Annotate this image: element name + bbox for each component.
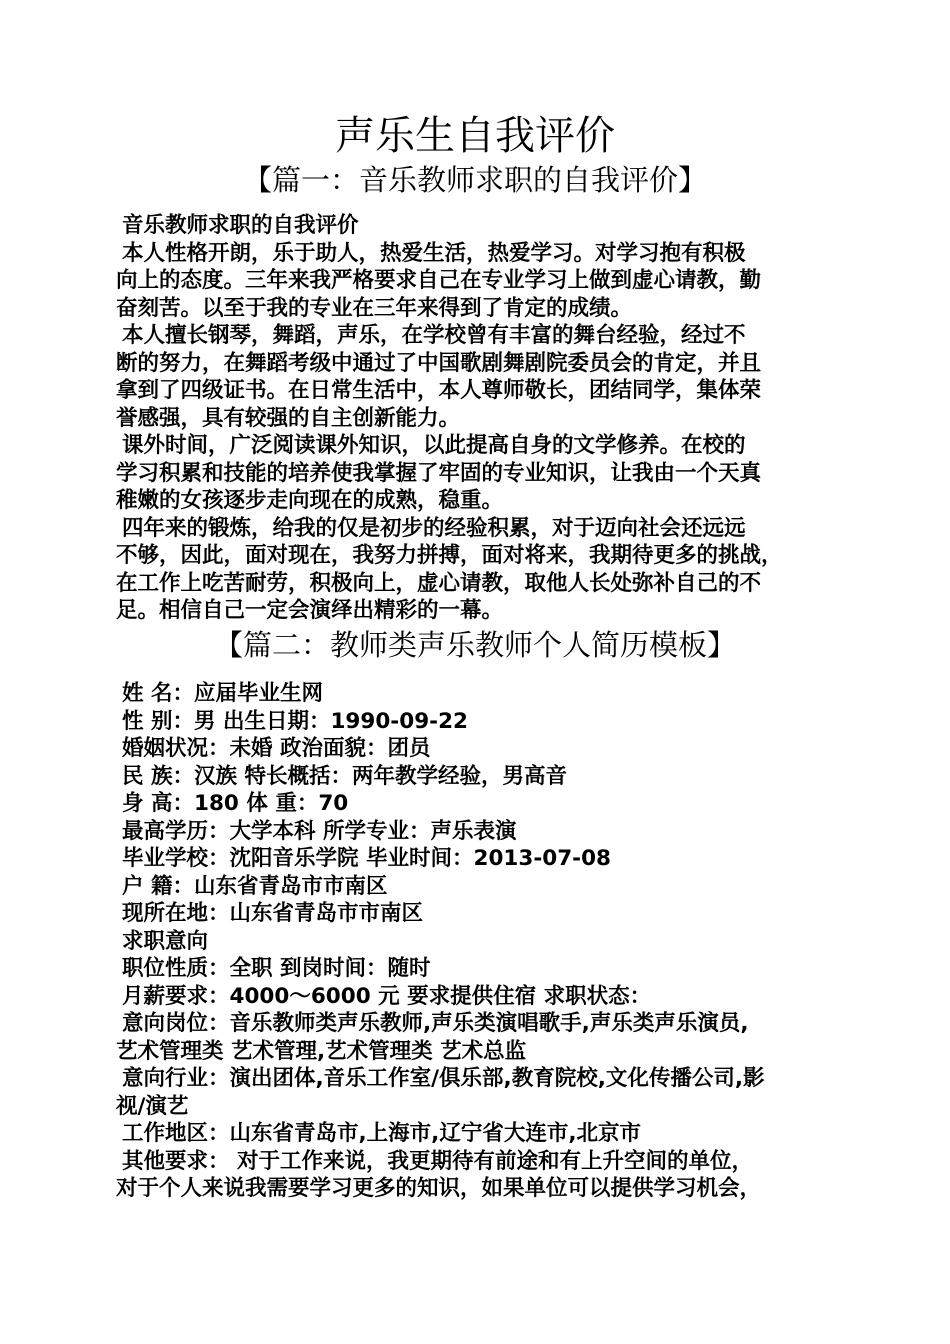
section1-line: 学习积累和技能的培养使我掌握了牢固的专业知识，让我由一个天真 (116, 460, 762, 486)
section1-line: 向上的态度。三年来我严格要求自己在专业学习上做到虚心请教，勤 (116, 268, 762, 293)
resume-field: 意向岗位：音乐教师类声乐教师,声乐类演唱歌手,声乐类声乐演员, (122, 1011, 749, 1036)
resume-field: 性 别：男 出生日期：1990-09-22 (122, 708, 468, 734)
section1-line: 四年来的锻炼，给我的仅是初步的经验积累，对于迈向社会还远远 (122, 515, 746, 541)
section1-line: 在工作上吃苦耐劳，积极向上，虚心请教，取他人长处弥补自己的不 (116, 570, 762, 596)
resume-field-continued: 视/演艺 (116, 1093, 189, 1119)
section1-line: 音乐教师求职的自我评价 (122, 213, 359, 238)
resume-field: 月薪要求：4000～6000 元 要求提供住宿 求职状态： (122, 983, 652, 1009)
document-title: 声乐生自我评价 (335, 113, 615, 159)
section1-line: 稚嫩的女孩逐步走向现在的成熟，稳重。 (116, 488, 504, 513)
section1-line: 本人性格开朗，乐于助人，热爱生活，热爱学习。对学习抱有积极 (122, 240, 746, 266)
resume-field: 职位性质：全职 到岗时间：随时 (122, 956, 431, 981)
resume-field: 工作地区：山东省青岛市,上海市,辽宁省大连市,北京市 (122, 1121, 642, 1146)
section1-line: 不够，因此，面对现在，我努力拼搏，面对将来，我期待更多的挑战， (116, 543, 783, 568)
section1-line: 奋刻苦。以至于我的专业在三年来得到了肯定的成绩。 (116, 295, 633, 321)
resume-field: 身 高：180 体 重：70 (122, 791, 349, 816)
resume-field: 户 籍：山东省青岛市市南区 (122, 873, 388, 899)
resume-field-continued: 对于个人来说我需要学习更多的知识，如果单位可以提供学习机会， (116, 1176, 762, 1201)
resume-field: 其他要求： 对于工作来说，我更期待有前途和有上升空间的单位， (122, 1148, 753, 1174)
section1-body (116, 212, 841, 625)
section2-heading: 【篇二：教师类声乐教师个人简历模板】 (213, 628, 736, 662)
section1-line: 拿到了四级证书。在日常生活中，本人尊师敬长，团结同学，集体荣 (116, 378, 762, 403)
section1-line: 足。相信自己一定会演绎出精彩的一幕。 (116, 598, 504, 623)
section1-line: 誉感强，具有较强的自主创新能力。 (116, 405, 461, 431)
section1-line: 课外时间，广泛阅读课外知识，以此提高自身的文学修养。在校的 (122, 433, 746, 458)
resume-field: 民 族：汉族 特长概括：两年教学经验，男高音 (122, 763, 567, 789)
section1-heading: 【篇一：音乐教师求职的自我评价】 (242, 163, 707, 197)
resume-field: 现所在地：山东省青岛市市南区 (122, 901, 424, 926)
resume-field: 婚姻状况：未婚 政治面貌：团员 (122, 736, 431, 761)
section2-body (116, 680, 841, 1203)
resume-field: 姓 名：应届毕业生网 (122, 681, 323, 706)
section1-line: 本人擅长钢琴，舞蹈，声乐，在学校曾有丰富的舞台经验，经过不 (122, 323, 746, 348)
resume-field-continued: 艺术管理类 艺术管理,艺术管理类 艺术总监 (116, 1038, 527, 1064)
resume-subheading: 求职意向 (122, 928, 209, 954)
resume-field: 最高学历：大学本科 所学专业：声乐表演 (122, 818, 517, 844)
section1-line: 断的努力，在舞蹈考级中通过了中国歌剧舞剧院委员会的肯定，并且 (116, 350, 762, 376)
resume-field: 毕业学校：沈阳音乐学院 毕业时间：2013-07-08 (122, 846, 612, 871)
resume-field: 意向行业：演出团体,音乐工作室/俱乐部,教育院校,文化传播公司,影 (122, 1066, 765, 1091)
